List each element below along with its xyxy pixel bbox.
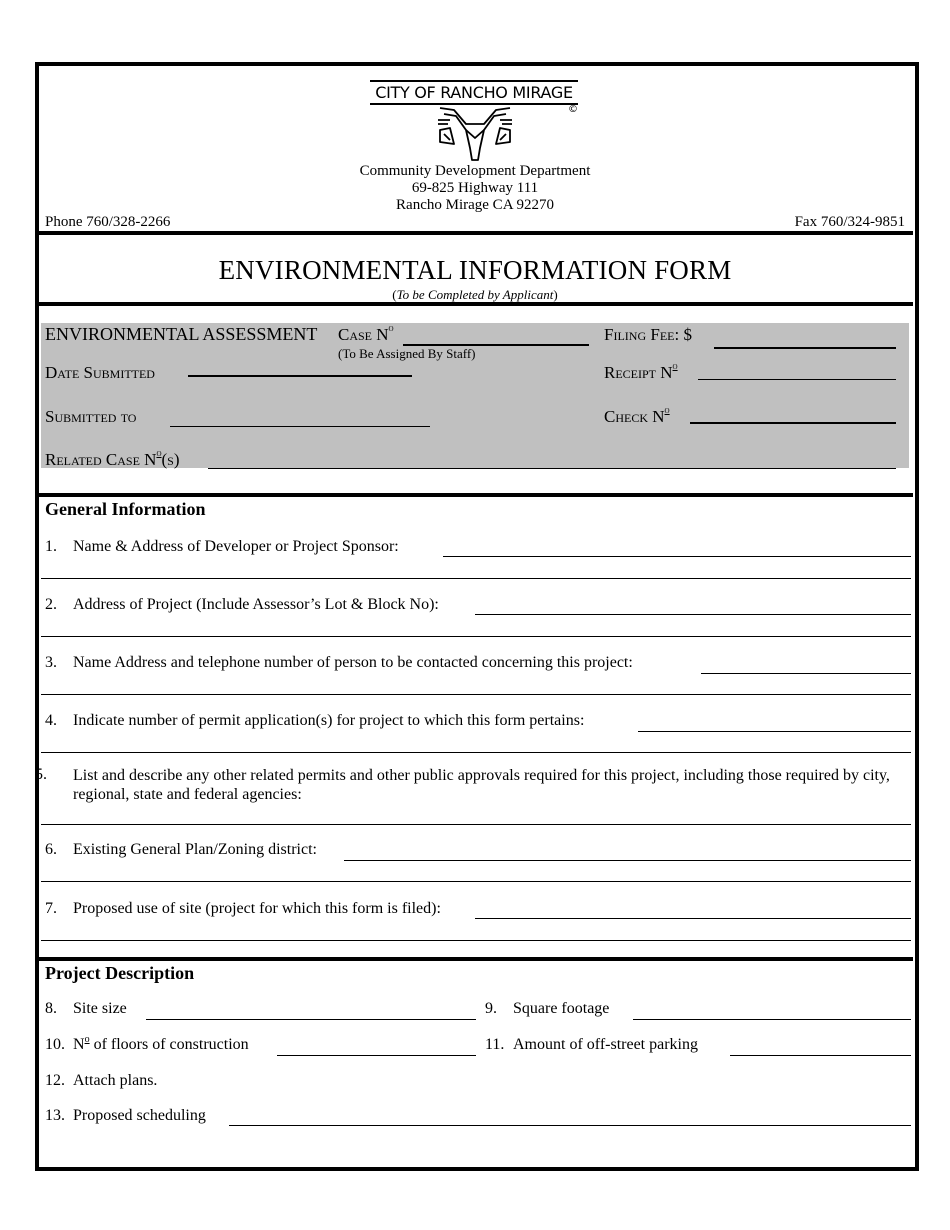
case-no-label: Case $N^o$ — [338, 323, 394, 344]
square-footage-label: Square footage — [513, 1000, 610, 1017]
general-info-heading: General Information — [45, 499, 206, 519]
row-separator — [41, 636, 911, 637]
item-number: 13. — [45, 1107, 65, 1124]
item-number: 12. — [45, 1072, 65, 1089]
row-separator — [41, 824, 911, 825]
row-separator — [41, 881, 911, 882]
square-footage-field[interactable] — [633, 1019, 911, 1020]
divider — [37, 957, 913, 961]
item-number: 6. — [45, 841, 57, 858]
form-title: ENVIRONMENTAL INFORMATION FORM — [218, 255, 732, 285]
related-case-label: Related Case $N^o(s)$ — [45, 448, 180, 469]
proposed-use-label: Proposed use of site (project for which this form is filed): — [73, 900, 441, 917]
project-description-heading: Project Description — [45, 963, 195, 983]
ram-emblem-icon — [436, 104, 514, 164]
permit-applications-field[interactable] — [638, 731, 911, 732]
site-size-field[interactable] — [146, 1019, 476, 1020]
submitted-to-field[interactable] — [170, 426, 430, 427]
city-logo — [368, 80, 580, 166]
project-address-label: Address of Project (Include Assessor’s Lot & Block No): — [73, 596, 439, 613]
item-number: 9. — [485, 1000, 497, 1017]
receipt-no-field[interactable] — [698, 379, 896, 380]
receipt-no-label: Receipt $N^o$ — [604, 361, 678, 382]
developer-sponsor-label: Name & Address of Developer or Project Sponsor: — [73, 538, 399, 555]
city-logo-text: CITY OF RANCHO MIRAGE — [375, 83, 573, 102]
item-number: 1. — [45, 538, 57, 555]
department-address-2: Rancho Mirage CA 92270 — [396, 197, 554, 213]
divider — [37, 493, 913, 497]
scheduling-field[interactable] — [229, 1125, 911, 1126]
related-case-field[interactable] — [208, 468, 896, 469]
floors-field[interactable] — [277, 1055, 476, 1056]
divider — [37, 231, 913, 235]
department-address-1: 69-825 Highway 111 — [411, 180, 539, 196]
item-number: 3. — [45, 654, 57, 671]
item-number: 2. — [45, 596, 57, 613]
zoning-district-field[interactable] — [344, 860, 911, 861]
item-number: 5. — [35, 766, 47, 783]
site-size-label: Site size — [73, 1000, 127, 1017]
row-separator — [41, 578, 911, 579]
row-separator — [41, 940, 911, 941]
item-number: 4. — [45, 712, 57, 729]
project-address-field[interactable] — [475, 614, 911, 615]
row-separator — [41, 694, 911, 695]
scheduling-label: Proposed scheduling — [73, 1107, 206, 1124]
copyright-mark: © — [568, 104, 578, 115]
permit-applications-label: Indicate number of permit application(s) for project to which this form pertains: — [73, 712, 585, 729]
attach-plans-label: Attach plans. — [73, 1072, 158, 1089]
row-separator — [41, 752, 911, 753]
ea-label: ENVIRONMENTAL ASSESSMENT — [45, 324, 318, 344]
check-no-label: Check $N^o$ — [604, 405, 670, 426]
contact-person-field[interactable] — [701, 673, 911, 674]
form-subtitle: (To be Completed by Applicant) — [392, 287, 558, 302]
item-number: 11. — [485, 1036, 505, 1053]
proposed-use-field[interactable] — [475, 918, 911, 919]
date-submitted-field[interactable] — [188, 375, 412, 377]
parking-label: Amount of off-street parking — [513, 1036, 698, 1053]
subtitle-italic: To be Completed by Applicant — [396, 287, 554, 302]
zoning-district-label: Existing General Plan/Zoning district: — [73, 841, 317, 858]
item-number: 8. — [45, 1000, 57, 1017]
check-no-field[interactable] — [690, 422, 896, 424]
developer-sponsor-field[interactable] — [443, 556, 911, 557]
item-number: 7. — [45, 900, 57, 917]
submitted-to-label: Submitted to — [45, 407, 137, 426]
case-no-note: (To Be Assigned By Staff) — [338, 346, 476, 361]
floors-label: $N^o$ of floors of construction — [73, 1034, 249, 1053]
filing-fee-label: Filing Fee: $ — [604, 325, 692, 344]
fax-number: Fax 760/324-9851 — [794, 214, 905, 230]
date-submitted-label: Date Submitted — [45, 363, 155, 382]
department-name: Community Development Department — [359, 163, 591, 179]
contact-person-label: Name Address and telephone number of person to be contacted concerning this project: — [73, 654, 633, 671]
parking-field[interactable] — [730, 1055, 911, 1056]
divider — [37, 302, 913, 306]
phone-number: Phone 760/328-2266 — [45, 214, 171, 230]
related-permits-label: List and describe any other related permits and other public approvals required for this project, including those required by city, regional, state and federal agencies: — [73, 767, 890, 803]
filing-fee-field[interactable] — [714, 347, 896, 349]
item-number: 10. — [45, 1036, 65, 1053]
